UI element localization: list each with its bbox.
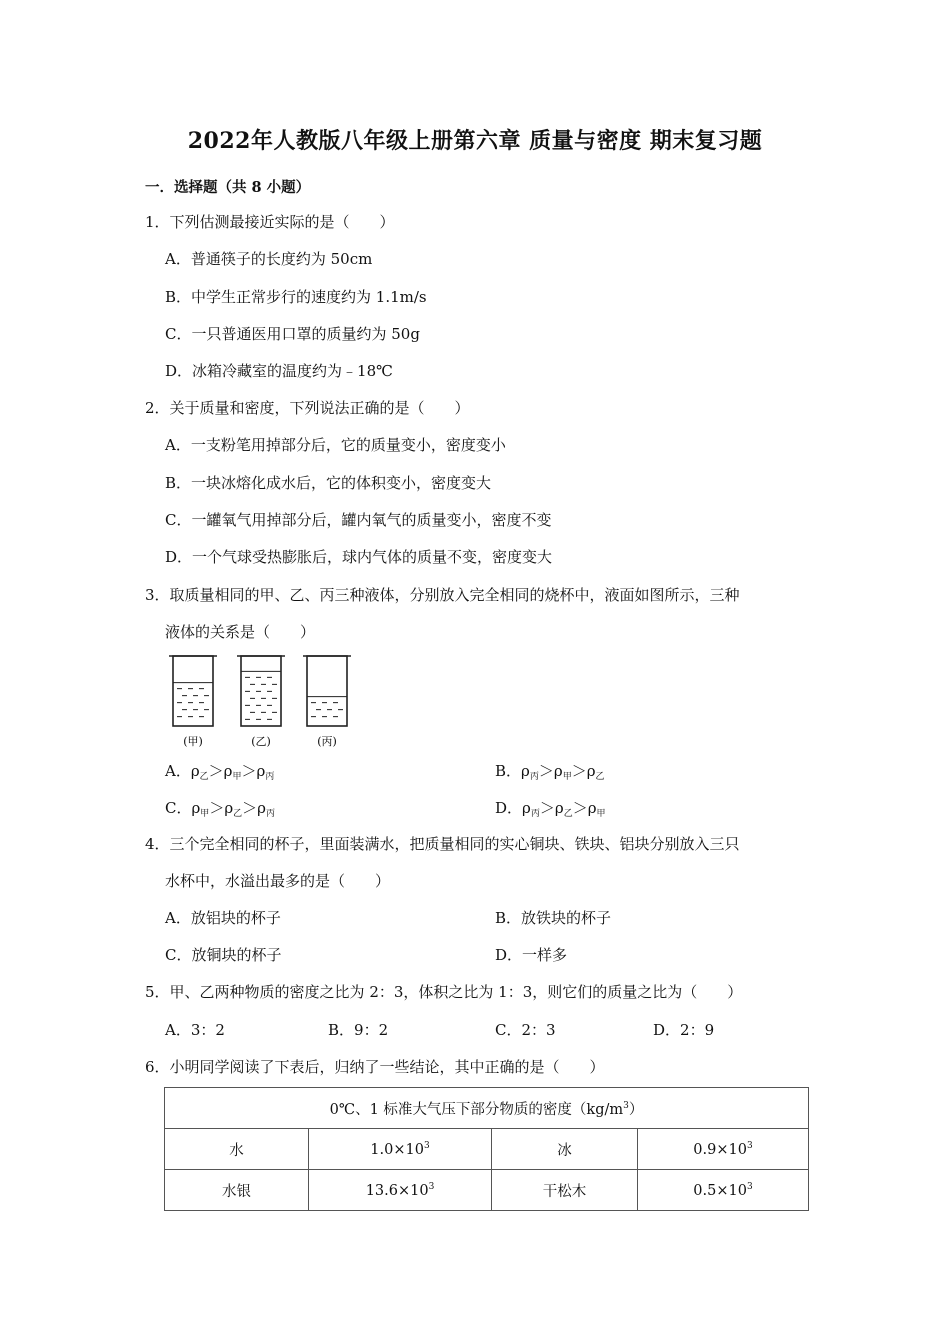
table-cell-density: $0.5\times 10^3$ bbox=[638, 1170, 809, 1211]
question-3-stem-line2: 液体的关系是（ ） bbox=[165, 623, 316, 641]
table-cell-substance: 干松木 bbox=[492, 1170, 638, 1211]
question-5-option-b: B．9：2 bbox=[328, 1021, 389, 1039]
question-2-option-c: C．一罐氧气用掉部分后，罐内氧气的质量变小，密度不变 bbox=[165, 511, 552, 529]
table-cell-substance: 冰 bbox=[492, 1129, 638, 1170]
table-caption-row bbox=[165, 1088, 809, 1129]
beaker-yi bbox=[237, 656, 285, 748]
question-2-option-d: D．一个气球受热膨胀后，球内气体的质量不变，密度变大 bbox=[165, 548, 553, 566]
question-1-option-c: C．一只普通医用口罩的质量约为 50g bbox=[165, 325, 420, 343]
table-cell-density: $0.9\times 10^3$ bbox=[638, 1129, 809, 1170]
table-row bbox=[165, 1129, 809, 1170]
question-3-option-c: C．$\rho_甲>\rho_乙>\rho_丙$ bbox=[165, 799, 275, 819]
table-cell-substance: 水 bbox=[165, 1129, 309, 1170]
question-2-stem: 2．关于质量和密度，下列说法正确的是（ ） bbox=[145, 399, 470, 417]
question-5-option-d: D．2：9 bbox=[653, 1021, 715, 1039]
beaker-jia bbox=[169, 656, 217, 748]
density-table bbox=[164, 1087, 809, 1211]
question-3-stem-line1: 3．取质量相同的甲、乙、丙三种液体，分别放入完全相同的烧杯中，液面如图所示，三种 bbox=[145, 586, 740, 604]
question-3-option-d: D．$\rho_丙>\rho_乙>\rho_甲$ bbox=[495, 799, 606, 819]
question-1-option-b: B．中学生正常步行的速度约为 1.1m/s bbox=[165, 288, 427, 306]
beaker-label-bing: (丙) bbox=[317, 735, 337, 748]
question-2-option-b: B．一块冰熔化成水后，它的体积变小，密度变大 bbox=[165, 474, 492, 492]
table-cell-density: $13.6\times 10^3$ bbox=[309, 1170, 492, 1211]
beaker-label-yi: (乙) bbox=[251, 735, 271, 748]
question-5-option-c: C．2：3 bbox=[495, 1021, 556, 1039]
table-cell-density: $1.0\times 10^3$ bbox=[309, 1129, 492, 1170]
question-4-option-b: B．放铁块的杯子 bbox=[495, 909, 612, 927]
section-heading: 一．选择题（共 8 小题） bbox=[145, 179, 311, 196]
table-caption: 0℃、1 标准大气压下部分物质的密度$(kg/m^3)$ bbox=[165, 1088, 809, 1129]
question-6-stem: 6．小明同学阅读了下表后，归纳了一些结论，其中正确的是（ ） bbox=[145, 1058, 605, 1076]
question-3-option-a: A．$\rho_乙>\rho_甲>\rho_丙$ bbox=[165, 762, 275, 782]
question-4-stem-line1: 4．三个完全相同的杯子，里面装满水，把质量相同的实心铜块、铁块、铝块分别放入三只 bbox=[145, 835, 740, 853]
question-3-option-b: B．$\rho_丙>\rho_甲>\rho_乙$ bbox=[495, 762, 605, 782]
question-1-option-d: D．冰箱冷藏室的温度约为﹣18℃ bbox=[165, 362, 393, 380]
table-cell-substance: 水银 bbox=[165, 1170, 309, 1211]
beakers-figure bbox=[166, 652, 366, 752]
question-5-option-a: A．3：2 bbox=[165, 1021, 225, 1039]
table-row bbox=[165, 1170, 809, 1211]
question-2-option-a: A．一支粉笔用掉部分后，它的质量变小，密度变小 bbox=[165, 436, 506, 454]
question-4-option-a: A．放铝块的杯子 bbox=[165, 909, 281, 927]
question-4-option-d: D．一样多 bbox=[495, 946, 568, 964]
page-title: 2022年人教版八年级上册第六章 质量与密度 期末复习题 bbox=[187, 128, 763, 154]
beaker-bing bbox=[303, 656, 351, 748]
question-4-option-c: C．放铜块的杯子 bbox=[165, 946, 282, 964]
question-1-stem: 1．下列估测最接近实际的是（ ） bbox=[145, 213, 395, 231]
question-1-option-a: A．普通筷子的长度约为 50cm bbox=[165, 250, 373, 268]
question-5-stem: 5．甲、乙两种物质的密度之比为 2：3，体积之比为 1：3，则它们的质量之比为（ ） bbox=[145, 983, 743, 1001]
beaker-label-jia: (甲) bbox=[183, 735, 203, 748]
question-4-stem-line2: 水杯中，水溢出最多的是（ ） bbox=[165, 872, 391, 890]
